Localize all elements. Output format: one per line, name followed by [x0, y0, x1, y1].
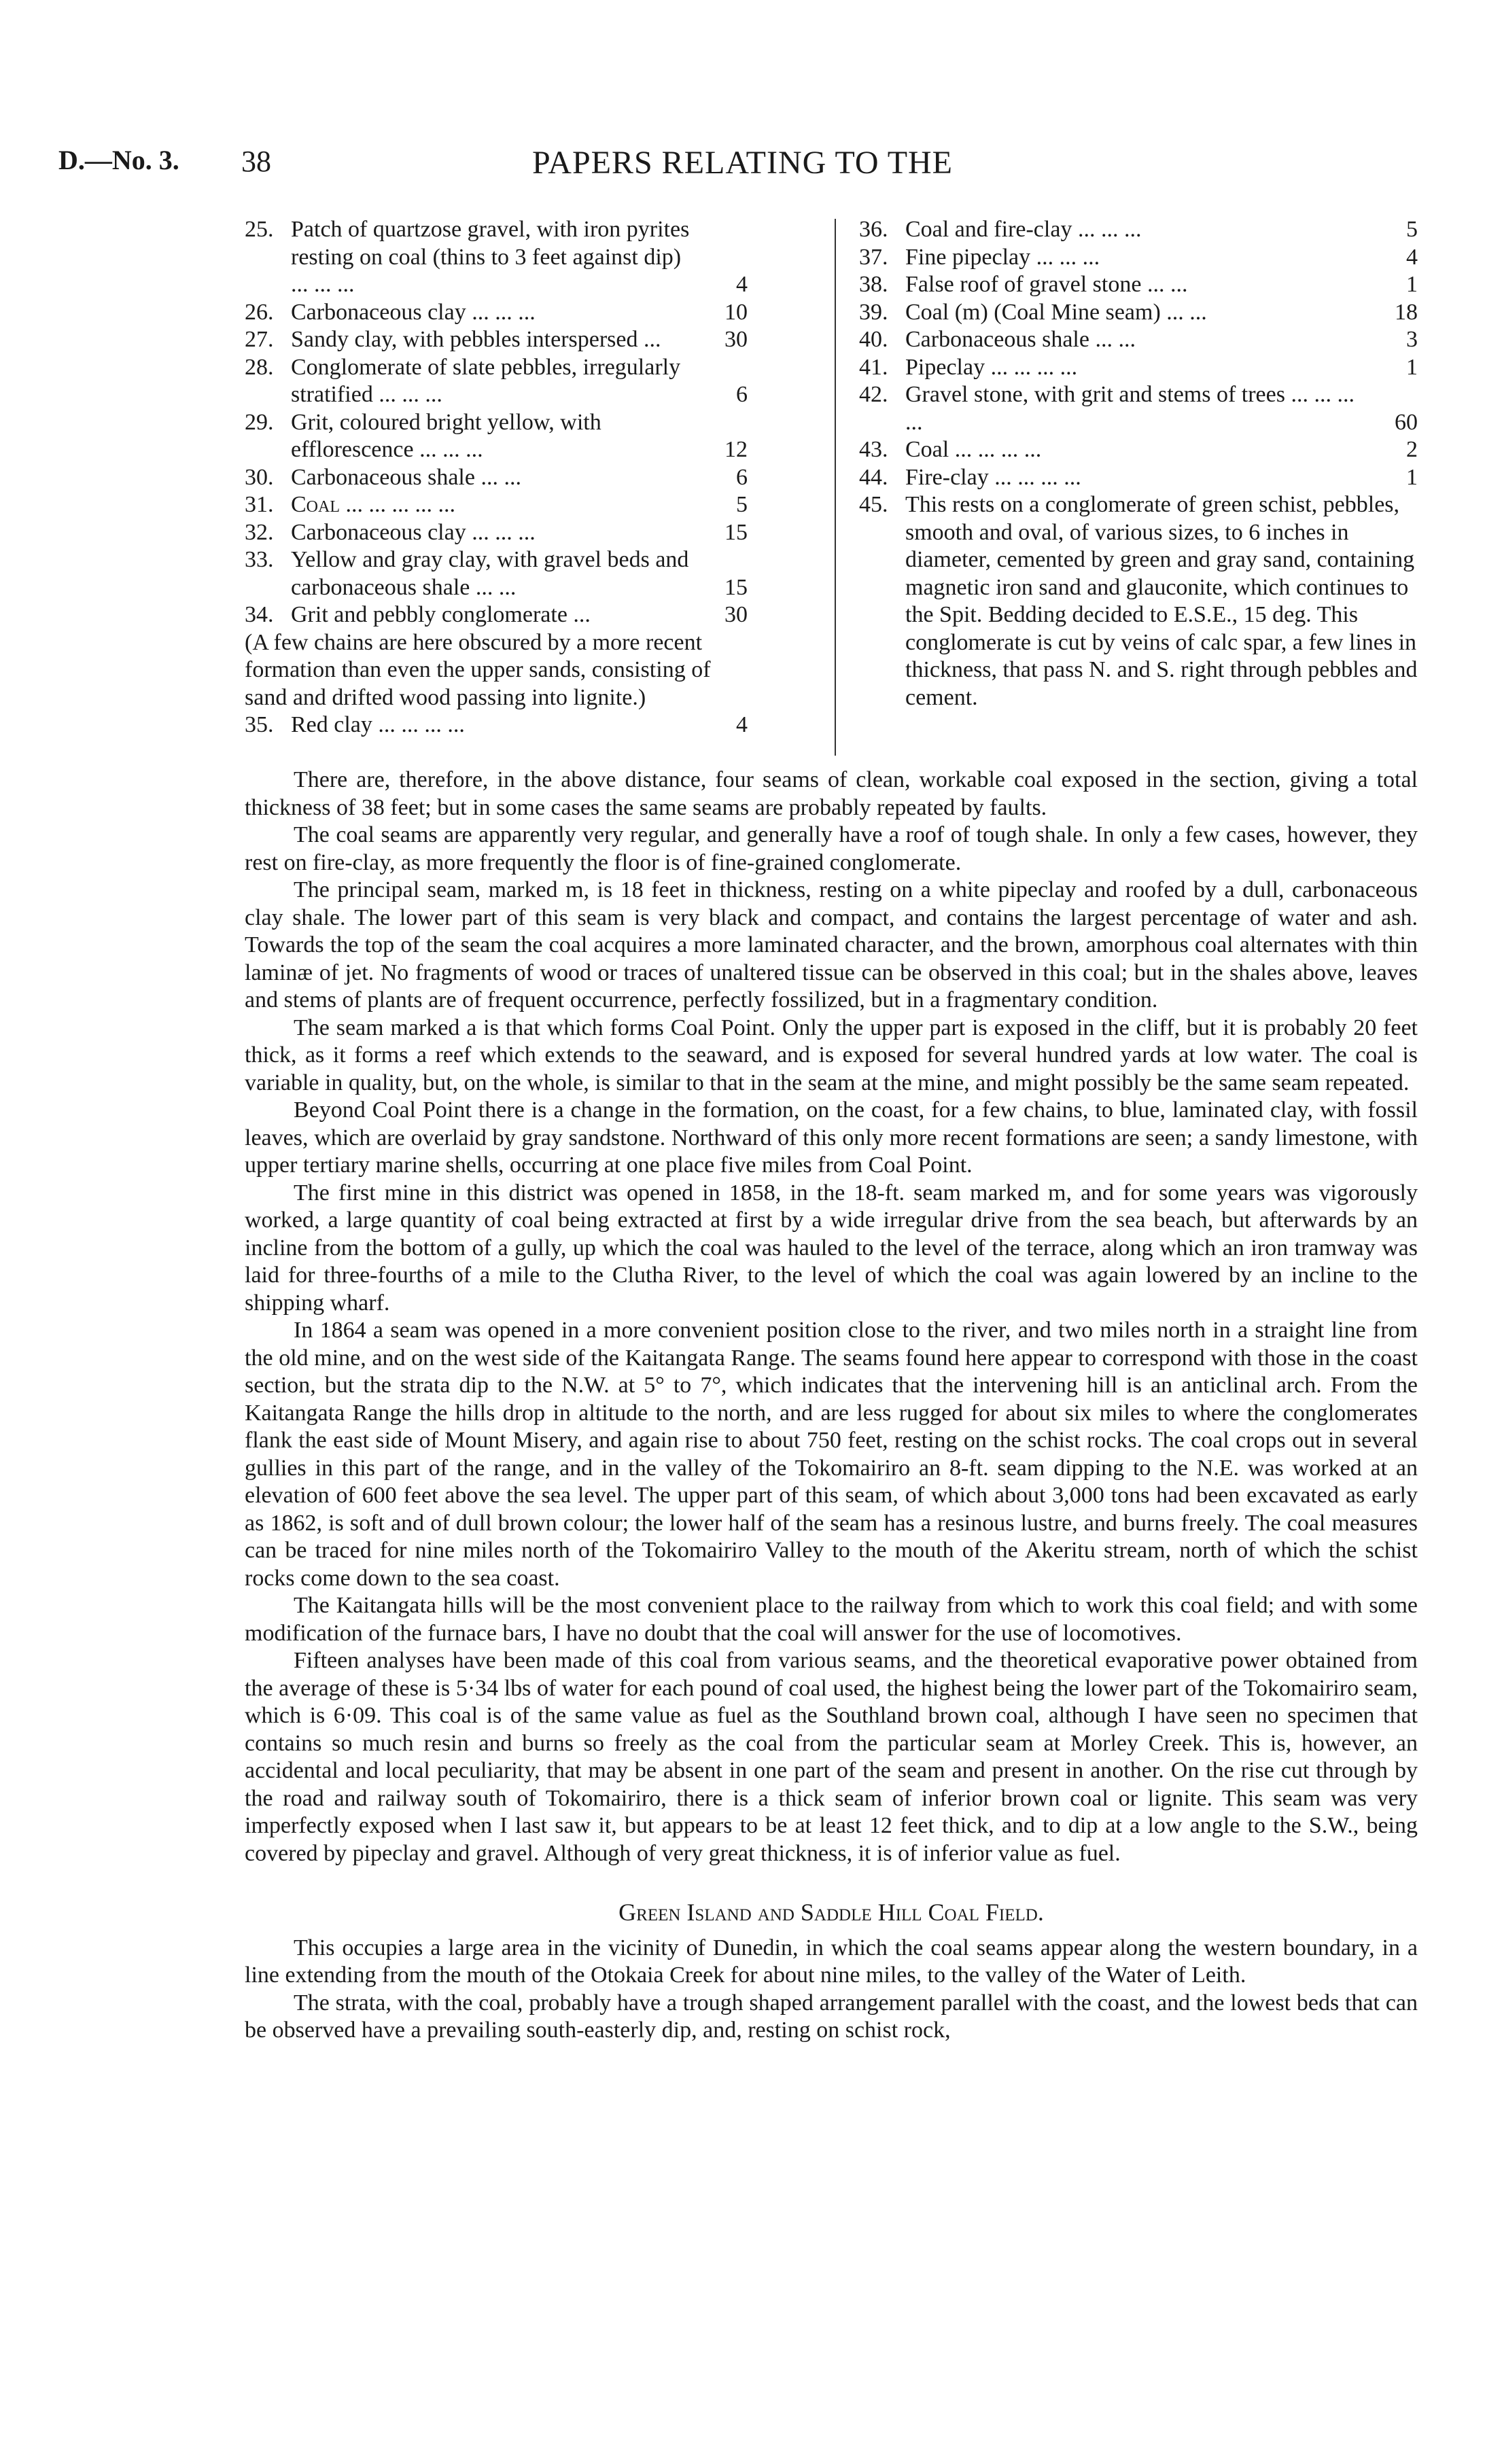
page-header — [0, 144, 1485, 185]
stratum-entry — [245, 326, 748, 354]
stratum-entry — [859, 244, 1418, 272]
stratum-description: Grit and pebbly conglomerate ... — [291, 602, 591, 627]
stratum-description: Carbonaceous clay ... ... ... — [291, 299, 536, 325]
stratum-thickness: 10 — [724, 299, 748, 325]
stratum-number: 31. — [245, 492, 274, 517]
stratum-thickness: 4 — [1406, 244, 1418, 270]
stratum-number: 40. — [859, 327, 888, 352]
stratum-thickness: 12 — [724, 437, 748, 462]
paragraph: Fifteen analyses have been made of this coal from various seams, and the theoretical evaporative power obtained from the average of these is 5·34 lbs of water for each pound of coal used, the highest being the lower part of the Tokomairiro seam, which is 6·09. This coal is of the same value as fuel as the Southland brown coal, although I have seen no specimen that contains so much resin and burns so freely as the coal from the particular seam at Morley Creek. This is, however, an accidental and local peculiarity, that may be absent in one part of the seam and present in another. On the rise cut through by the road and railway south of Tokomairiro, there is a thick seam of inferior brown coal or lignite. This seam was very imperfectly exposed when I last saw it, but appears to be at least 12 feet thick, and to dip at a low angle to the S.W., being covered by pipeclay and gravel. Although of very great thickness, it is of inferior value as fuel. — [245, 1648, 1418, 1866]
stratum-description: Coal ... ... ... ... ... — [291, 492, 456, 517]
stratum-thickness: 5 — [1406, 217, 1418, 242]
stratum-description: Gravel stone, with grit and stems of trees ... ... ... ... — [905, 382, 1355, 435]
stratum-description: This rests on a conglomerate of green schist, pebbles, smooth and oval, of various sizes, to 6 inches in diameter, cemented by green and gray sand, containing magnetic iron sand and glauconite, which continues to the Spit. Bedding decided to E.S.E., 15 deg. This conglomerate is cut by veins of calc spar, a few lines in thickness, that pass N. and S. right through pebbles and cement. — [905, 492, 1418, 710]
stratum-description: Coal ... ... ... ... — [905, 437, 1042, 462]
strata-right-column — [859, 216, 1418, 711]
stratum-entry — [859, 464, 1418, 492]
paragraph: In 1864 a seam was opened in a more convenient position close to the river, and two miles north in a straight line from the old mine, and on the west side of the Kaitangata Range. The seams found here appear to correspond with those in the coast section, but the strata dip to the N.W. at 5° to 7°, which indicates that the intervening hill is an anticlinal arch. From the Kaitangata Range the hills drop in altitude to the north, and are less rugged for about six miles to where the conglomerates flank the east side of Mount Misery, and again rise to about 750 feet, resting on the schist rocks. The coal crops out in several gullies in this part of the range, and in the valley of the Tokomairiro an 8-ft. seam dipping to the N.E. was worked at an elevation of 600 feet above the sea level. The upper part of this seam, of which about 3,000 tons had been excavated as early as 1862, is soft and of dull brown colour; the lower half of the seam has a resinous lustre, and burns freely. The coal measures can be traced for nine miles north of the Tokomairiro Valley to the mouth of the Akeritu stream, north of which the schist rocks come down to the sea coast. — [245, 1318, 1418, 1591]
stratum-number: 27. — [245, 327, 274, 352]
paragraph: There are, therefore, in the above distance, four seams of clean, workable coal exposed in the section, giving a total thickness of 38 feet; but in some cases the same seams are probably repeated by faults. — [245, 767, 1418, 820]
stratum-number: 43. — [859, 437, 888, 462]
stratum-entry — [859, 436, 1418, 464]
stratum-description: Pipeclay ... ... ... ... — [905, 354, 1078, 380]
stratum-number: 26. — [245, 299, 274, 325]
stratum-number: 39. — [859, 299, 888, 325]
stratum-description: False roof of gravel stone ... ... — [905, 272, 1188, 297]
stratum-description: Grit, coloured bright yellow, with efflorescence ... ... ... — [291, 409, 601, 462]
body-text — [245, 767, 1418, 2045]
stratum-entry — [245, 216, 748, 299]
stratum-number: 41. — [859, 354, 888, 380]
stratum-number: 36. — [859, 217, 888, 242]
paragraph: Beyond Coal Point there is a change in the formation, on the coast, for a few chains, to blue, laminated clay, with fossil leaves, which are overlaid by gray sandstone. Northward of this only more recent formations are seen; a sandy limestone, with upper tertiary marine shells, occurring at one place five miles from Coal Point. — [245, 1097, 1418, 1178]
stratum-thickness: 6 — [736, 464, 748, 490]
stratum-number: 29. — [245, 409, 274, 435]
stratum-number: 38. — [859, 272, 888, 297]
stratum-description: Carbonaceous shale ... ... — [291, 464, 521, 490]
stratum-thickness: 3 — [1406, 327, 1418, 352]
stratum-note — [245, 629, 748, 712]
stratum-entry — [859, 299, 1418, 327]
stratum-description: Red clay ... ... ... ... — [291, 712, 465, 737]
stratum-entry — [245, 409, 748, 464]
stratum-entry — [245, 354, 748, 409]
stratum-number: 30. — [245, 464, 274, 490]
stratum-number: 32. — [245, 519, 274, 545]
stratum-number: 37. — [859, 244, 888, 270]
stratum-entry — [245, 711, 748, 739]
stratum-entry — [245, 519, 748, 547]
stratum-thickness: 18 — [1395, 299, 1418, 325]
stratum-thickness: 4 — [736, 272, 748, 297]
stratum-entry — [859, 271, 1418, 299]
stratum-thickness: 30 — [724, 602, 748, 627]
paragraph: This occupies a large area in the vicinity of Dunedin, in which the coal seams appear along the western boundary, in a line extending from the mouth of the Otokaia Creek for about nine miles, to the valley of the Water of Leith. — [245, 1935, 1418, 1988]
section-heading: Green Island and Saddle Hill Coal Field. — [618, 1899, 1044, 1926]
stratum-thickness: 1 — [1406, 464, 1418, 490]
paragraph: The coal seams are apparently very regular, and generally have a roof of tough shale. In only a few cases, however, they rest on fire-clay, as more frequently the floor is of fine-grained conglomerate. — [245, 822, 1418, 875]
stratum-description: Fine pipeclay ... ... ... — [905, 244, 1100, 270]
stratum-entry — [859, 381, 1418, 436]
stratum-thickness: 30 — [724, 327, 748, 352]
stratum-description: Carbonaceous shale ... ... — [905, 327, 1136, 352]
stratum-number: 28. — [245, 354, 274, 380]
stratum-thickness: 60 — [1395, 409, 1418, 435]
document-reference: D.—No. 3. — [58, 145, 179, 175]
strata-section-table — [245, 216, 1418, 760]
stratum-entry — [859, 326, 1418, 354]
page-number: 38 — [241, 145, 271, 178]
stratum-entry — [859, 491, 1418, 711]
paragraph: The seam marked a is that which forms Coal Point. Only the upper part is exposed in the cliff, but it is probably 20 feet thick, as it forms a reef which extends to the seaward, and is exposed for several hundred yards at low water. The coal is variable in quality, but, on the whole, is similar to that in the seam at the mine, and might possibly be the same seam repeated. — [245, 1015, 1418, 1095]
running-title: PAPERS RELATING TO THE — [532, 145, 953, 181]
stratum-number: 25. — [245, 217, 274, 242]
stratum-thickness: 15 — [724, 574, 748, 600]
stratum-number: 34. — [245, 602, 274, 627]
paragraph: The Kaitangata hills will be the most convenient place to the railway from which to work this coal field; and with some modification of the furnace bars, I have no doubt that the coal will answer for the use of locomotives. — [245, 1593, 1418, 1646]
stratum-thickness: 6 — [736, 382, 748, 407]
column-divider — [835, 219, 836, 756]
stratum-entry — [245, 601, 748, 629]
stratum-thickness: 2 — [1406, 437, 1418, 462]
stratum-number: 42. — [859, 382, 888, 407]
stratum-description: Coal and fire-clay ... ... ... — [905, 217, 1142, 242]
stratum-entry — [245, 299, 748, 327]
stratum-number: 35. — [245, 712, 274, 737]
stratum-description: Coal (m) (Coal Mine seam) ... ... — [905, 299, 1207, 325]
stratum-description: Sandy clay, with pebbles interspersed ... — [291, 327, 661, 352]
stratum-thickness: 4 — [736, 712, 748, 737]
stratum-entry — [245, 464, 748, 492]
stratum-number: 44. — [859, 464, 888, 490]
stratum-description: Fire-clay ... ... ... ... — [905, 464, 1081, 490]
stratum-description: Yellow and gray clay, with gravel beds and carbonaceous shale ... ... — [291, 547, 689, 600]
stratum-description: Conglomerate of slate pebbles, irregularly stratified ... ... ... — [291, 354, 681, 407]
stratum-thickness: 15 — [724, 519, 748, 545]
stratum-entry — [245, 491, 748, 519]
stratum-description: Patch of quartzose gravel, with iron pyrites resting on coal (thins to 3 feet against dip) ... ... ... — [291, 217, 690, 297]
stratum-thickness: 5 — [736, 492, 748, 517]
stratum-entry — [859, 216, 1418, 244]
stratum-description: Carbonaceous clay ... ... ... — [291, 519, 536, 545]
strata-left-column — [245, 216, 748, 739]
stratum-note-text: (A few chains are here obscured by a more recent formation than even the upper sands, consisting of sand and drifted wood passing into lignite.) — [245, 629, 711, 710]
stratum-number: 45. — [859, 492, 888, 517]
stratum-thickness: 1 — [1406, 354, 1418, 380]
paragraph: The first mine in this district was opened in 1858, in the 18-ft. seam marked m, and for some years was vigorously worked, a large quantity of coal being extracted at first by a wide irregular drive from the sea beach, but afterwards by an incline from the bottom of a gully, up which the coal was hauled to the level of the terrace, along which an iron tramway was laid for three-fourths of a mile to the Clutha River, to the level of which the coal was again lowered by an incline to the shipping wharf. — [245, 1180, 1418, 1316]
paragraph: The principal seam, marked m, is 18 feet in thickness, resting on a white pipeclay and roofed by a dull, carbonaceous clay shale. The lower part of this seam is very black and compact, and contains the largest percentage of water and ash. Towards the top of the seam the coal acquires a more laminated character, and the brown, amorphous coal alternates with thin laminæ of jet. No fragments of wood or traces of unaltered tissue can be observed in this coal; but in the shales above, leaves and stems of plants are of frequent occurrence, perfectly fossilized, but in a fragmentary condition. — [245, 877, 1418, 1013]
paragraph: The strata, with the coal, probably have a trough shaped arrangement parallel with the coast, and the lowest beds that can be observed have a prevailing south-easterly dip, and, resting on schist rock, — [245, 1990, 1418, 2043]
stratum-entry — [859, 354, 1418, 382]
stratum-entry — [245, 546, 748, 601]
stratum-number: 33. — [245, 547, 274, 572]
stratum-thickness: 1 — [1406, 272, 1418, 297]
